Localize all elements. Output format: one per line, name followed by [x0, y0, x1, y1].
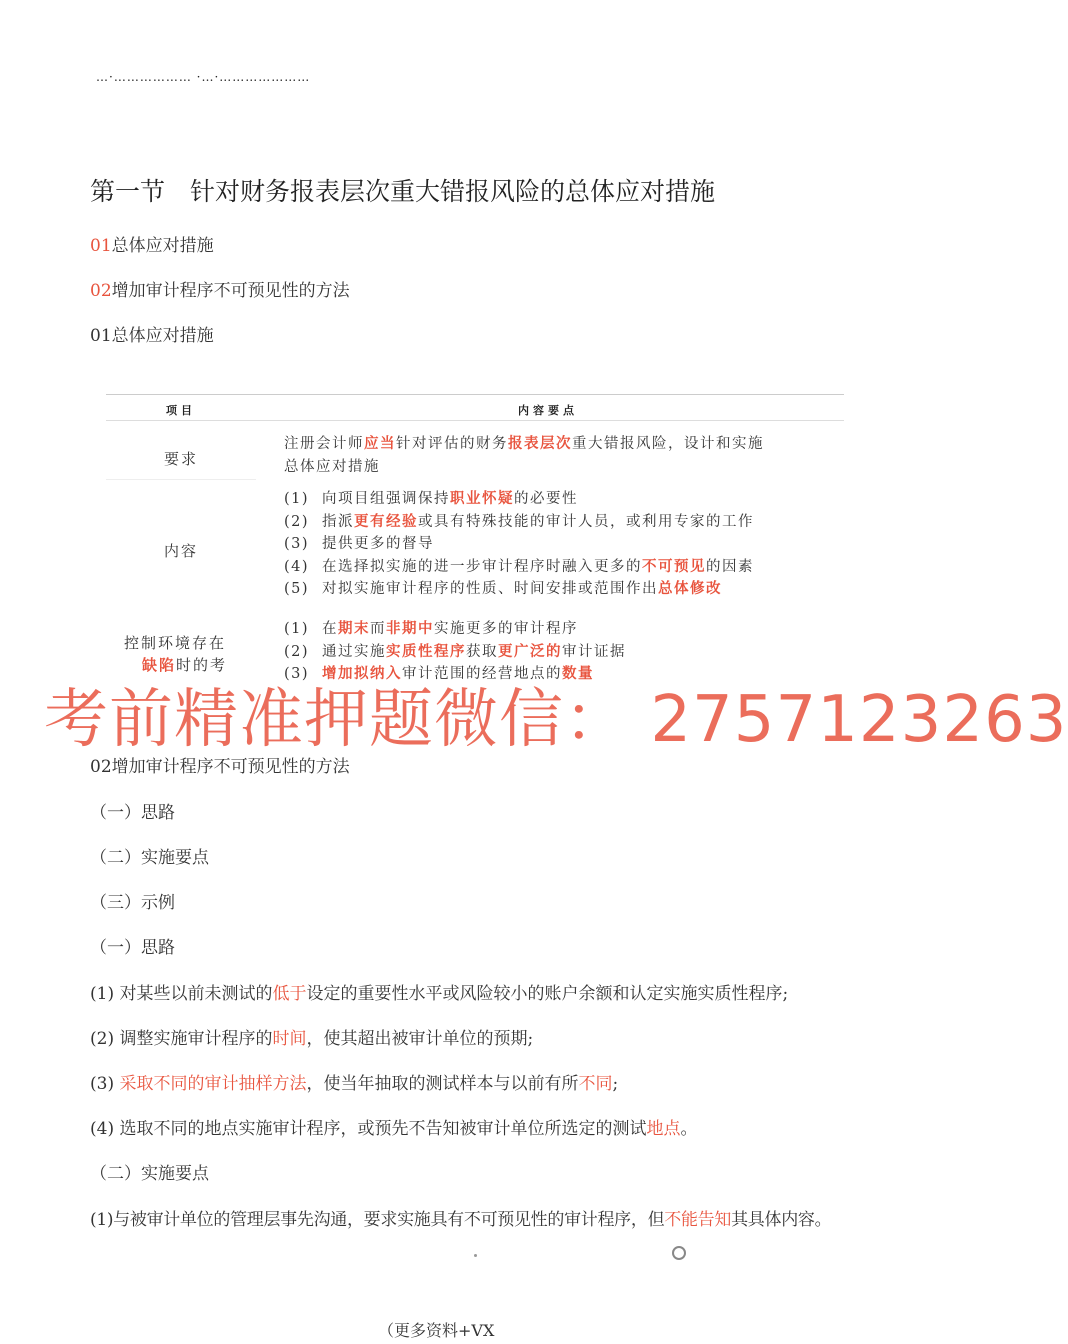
highlight-text: 数量 — [562, 665, 594, 682]
text-segment: 对拟实施审计程序的性质、时间安排或范围作出 — [322, 581, 658, 597]
text-segment: (2) 调整实施审计程序的 — [90, 1029, 273, 1049]
content-line — [284, 511, 754, 534]
row-content-measures — [284, 488, 754, 601]
watermark-text: 考前精准押题微信： 2757123263 — [44, 683, 1068, 757]
highlight-text: 更有经验 — [354, 512, 418, 530]
text-segment: 审计范围的经营地点的 — [402, 666, 562, 682]
highlight-text: 期末 — [338, 620, 370, 637]
text-segment: (1) 对某些以前未测试的 — [90, 984, 273, 1004]
circle-mark-icon — [672, 1246, 686, 1260]
text-segment: (3) — [90, 1074, 120, 1094]
text-segment: 指派 — [322, 513, 354, 530]
row-content-requirement — [284, 433, 764, 478]
text-segment: 针对评估的财务 — [396, 436, 508, 452]
item-number: (5) — [284, 581, 310, 597]
item-number: (2) — [284, 643, 310, 660]
highlight-text: 采取不同的审计抽样方法 — [119, 1074, 307, 1094]
section-title: 第一节 针对财务报表层次重大错报风险的总体应对措施 — [90, 177, 716, 206]
row-label-content: 内容 — [164, 542, 199, 560]
section-heading-approach: （一）思路 — [90, 938, 175, 958]
text-segment: (1)与被审计单位的管理层事先沟通，要求实施具有不可预见性的审计程序，但 — [90, 1210, 665, 1230]
outline-item-3: （三）示例 — [90, 893, 175, 913]
table-top-rule — [106, 394, 844, 395]
toc-item-text: 总体应对措施 — [111, 236, 214, 256]
label-highlight: 缺陷 — [142, 656, 177, 674]
item-number: (4) — [284, 558, 310, 575]
highlight-text: 不能告知 — [664, 1210, 732, 1230]
text-segment: 向项目组强调保持 — [322, 491, 450, 507]
text-segment: 提供更多的督导 — [322, 536, 434, 552]
content-line — [284, 433, 764, 456]
item-number: (1) — [284, 621, 310, 637]
highlight-text: 不同 — [578, 1074, 613, 1094]
content-line — [284, 578, 754, 601]
text-segment: 而 — [370, 621, 386, 637]
text-segment: 在选择拟实施的进一步审计程序时融入更多的 — [322, 558, 642, 575]
highlight-text: 增加拟纳入 — [322, 665, 402, 682]
text-segment: 获取 — [466, 643, 498, 660]
content-line — [284, 488, 754, 511]
header-garbled-text: …·……………… ·…·………………… — [96, 70, 311, 84]
row-label-requirement: 要求 — [164, 450, 199, 468]
content-line — [284, 641, 626, 664]
text-segment: 实施更多的审计程序 — [434, 621, 578, 637]
text-segment: 审计证据 — [562, 643, 626, 660]
text-segment: 设定的重要性水平或风险较小的账户余额和认定实施实质性程序; — [306, 984, 789, 1004]
row-label-control-environment: 控制环境存在 — [124, 634, 227, 652]
text-segment: 总体应对措施 — [284, 458, 380, 475]
footer-text: （更多资料+VX — [378, 1321, 495, 1340]
table-header-content: 内容要点 — [518, 404, 578, 417]
approach-point-3 — [90, 1069, 618, 1094]
section-heading-implementation: （二）实施要点 — [90, 1164, 209, 1184]
content-line — [284, 618, 626, 641]
implementation-point-1 — [90, 1205, 831, 1230]
highlight-text: 报表层次 — [508, 435, 572, 452]
highlight-text: 应当 — [364, 435, 396, 452]
label-rest: 时的考 — [176, 656, 228, 674]
highlight-text: 时间 — [272, 1029, 307, 1049]
table-header-rule — [106, 420, 844, 421]
outline-item-1: （一）思路 — [90, 803, 175, 823]
text-segment: ，使当年抽取的测试样本与以前有所 — [306, 1074, 579, 1094]
text-segment: 。 — [680, 1119, 698, 1139]
stray-dot — [474, 1254, 477, 1257]
item-number: (1) — [284, 491, 310, 507]
row-separator — [106, 479, 256, 480]
toc-item-number: 01 — [90, 236, 112, 256]
text-segment: ，使其超出被审计单位的预期; — [306, 1029, 534, 1049]
text-segment: ; — [612, 1074, 619, 1094]
text-segment: 重大错报风险，设计和实施 — [572, 436, 764, 452]
outline-item-2: （二）实施要点 — [90, 848, 209, 868]
toc-item-1[interactable] — [90, 231, 214, 256]
highlight-text: 更广泛的 — [498, 642, 562, 660]
text-segment: (4) 选取不同的地点实施审计程序，或预先不告知被审计单位所选定的测试 — [90, 1119, 647, 1139]
highlight-text: 职业怀疑 — [450, 490, 514, 507]
approach-point-2 — [90, 1024, 533, 1049]
highlight-text: 低于 — [272, 984, 307, 1004]
content-line — [284, 556, 754, 579]
toc-item-2[interactable] — [90, 276, 350, 301]
content-line — [284, 456, 764, 479]
table-header-item: 项目 — [166, 404, 196, 417]
item-number: (3) — [284, 666, 310, 682]
highlight-text: 地点 — [646, 1119, 681, 1139]
text-segment: 通过实施 — [322, 643, 386, 660]
content-line — [284, 533, 754, 556]
item-number: (3) — [284, 536, 310, 552]
toc-item-number: 02 — [90, 281, 112, 301]
highlight-text: 实质性程序 — [386, 642, 466, 660]
highlight-text: 总体修改 — [658, 580, 722, 597]
highlight-text: 非期中 — [386, 620, 434, 637]
item-number: (2) — [284, 513, 310, 530]
text-segment: 其具体内容。 — [731, 1210, 832, 1230]
toc-item-text: 增加审计程序不可预见性的方法 — [111, 281, 350, 301]
approach-point-4 — [90, 1114, 697, 1139]
text-segment: 在 — [322, 621, 338, 637]
subsection-heading-1: 01总体应对措施 — [90, 326, 214, 346]
text-segment: 注册会计师 — [284, 436, 364, 452]
subsection-heading-2: 02增加审计程序不可预见性的方法 — [90, 757, 350, 777]
text-segment: 的必要性 — [514, 491, 578, 507]
approach-point-1 — [90, 979, 788, 1004]
response-measures-table — [106, 394, 844, 694]
text-segment: 或具有特殊技能的审计人员，或利用专家的工作 — [418, 513, 754, 530]
highlight-text: 不可预见 — [642, 557, 706, 575]
text-segment: 的因素 — [706, 558, 754, 575]
